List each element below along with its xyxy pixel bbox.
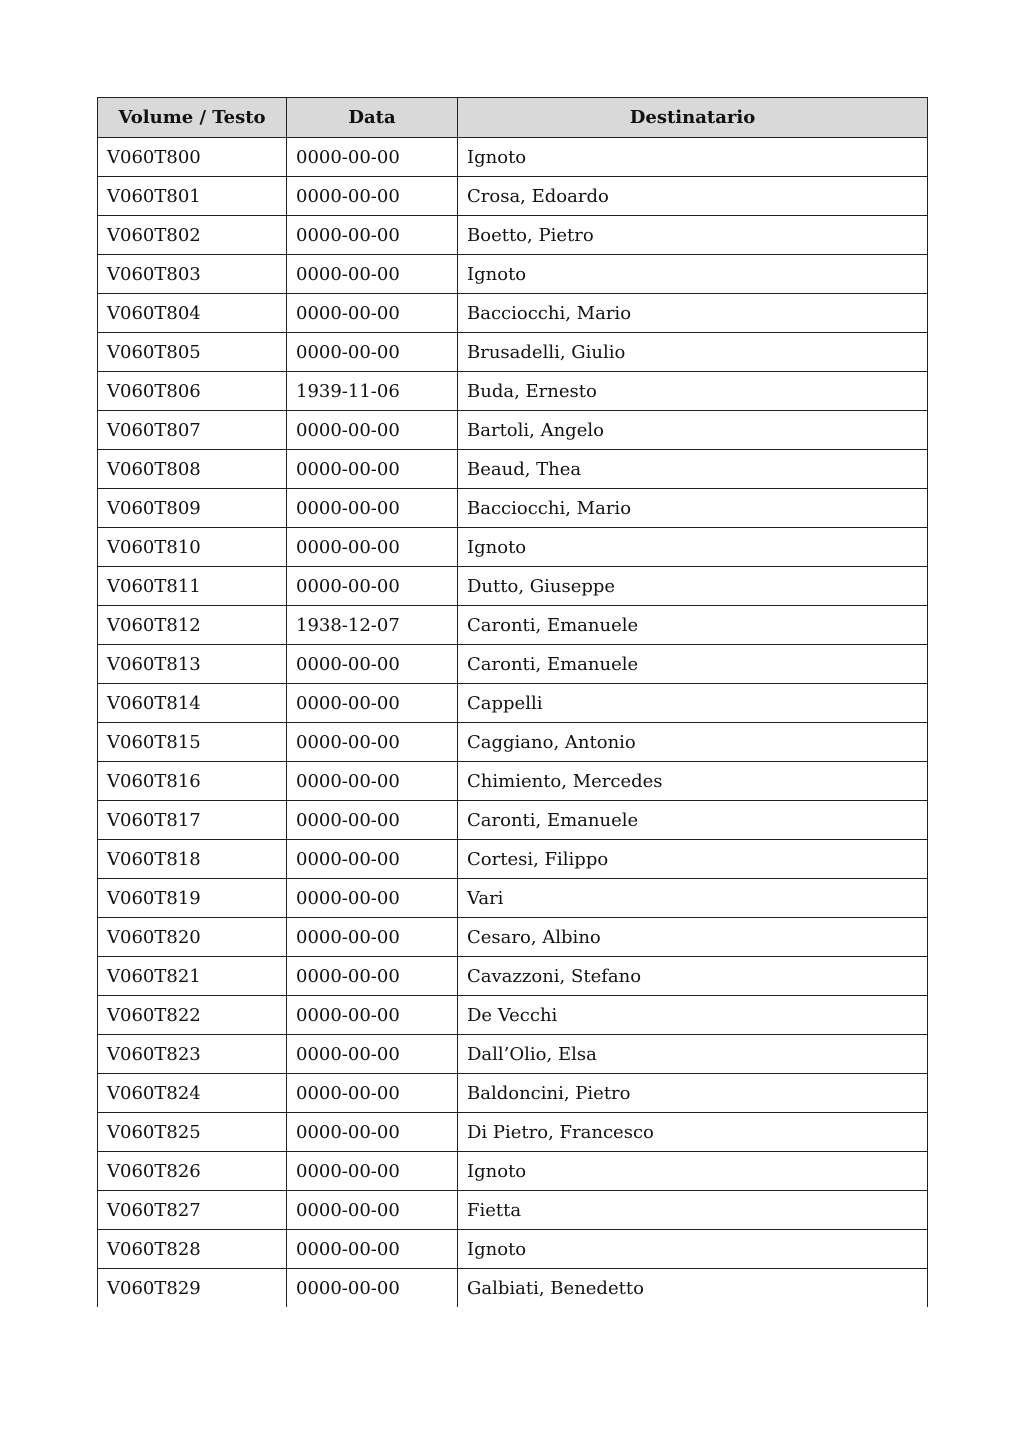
cell-destinatario: Caggiano, Antonio	[458, 723, 928, 762]
cell-destinatario: Ignoto	[458, 138, 928, 177]
cell-data: 0000-00-00	[287, 918, 458, 957]
table-row	[98, 294, 928, 333]
cell-destinatario: Dall’Olio, Elsa	[458, 1035, 928, 1074]
column-header-destinatario: Destinatario	[458, 98, 928, 138]
cell-destinatario: Cortesi, Filippo	[458, 840, 928, 879]
cell-volume-testo: V060T816	[98, 762, 287, 801]
table-row	[98, 723, 928, 762]
table-row	[98, 177, 928, 216]
table-row	[98, 996, 928, 1035]
cell-data: 0000-00-00	[287, 762, 458, 801]
cell-data: 0000-00-00	[287, 294, 458, 333]
cell-volume-testo: V060T807	[98, 411, 287, 450]
cell-volume-testo: V060T826	[98, 1152, 287, 1191]
cell-volume-testo: V060T815	[98, 723, 287, 762]
column-header-data: Data	[287, 98, 458, 138]
cell-data: 0000-00-00	[287, 840, 458, 879]
cell-destinatario: Ignoto	[458, 1152, 928, 1191]
cell-data: 0000-00-00	[287, 138, 458, 177]
cell-data: 0000-00-00	[287, 996, 458, 1035]
table-row	[98, 684, 928, 723]
cell-destinatario: Boetto, Pietro	[458, 216, 928, 255]
table-header-row	[98, 98, 928, 138]
cell-data: 0000-00-00	[287, 177, 458, 216]
table-row	[98, 216, 928, 255]
cell-data: 0000-00-00	[287, 1269, 458, 1308]
cell-data: 0000-00-00	[287, 645, 458, 684]
cell-destinatario: Di Pietro, Francesco	[458, 1113, 928, 1152]
column-header-volume-testo: Volume / Testo	[98, 98, 287, 138]
cell-data: 0000-00-00	[287, 801, 458, 840]
cell-volume-testo: V060T822	[98, 996, 287, 1035]
cell-destinatario: Bartoli, Angelo	[458, 411, 928, 450]
cell-volume-testo: V060T813	[98, 645, 287, 684]
cell-destinatario: Crosa, Edoardo	[458, 177, 928, 216]
table-row	[98, 879, 928, 918]
table-row	[98, 567, 928, 606]
cell-volume-testo: V060T823	[98, 1035, 287, 1074]
cell-data: 0000-00-00	[287, 1191, 458, 1230]
cell-volume-testo: V060T803	[98, 255, 287, 294]
cell-data: 0000-00-00	[287, 957, 458, 996]
table-row	[98, 333, 928, 372]
cell-volume-testo: V060T821	[98, 957, 287, 996]
cell-destinatario: Beaud, Thea	[458, 450, 928, 489]
cell-volume-testo: V060T810	[98, 528, 287, 567]
cell-data: 0000-00-00	[287, 255, 458, 294]
cell-destinatario: Chimiento, Mercedes	[458, 762, 928, 801]
cell-destinatario: Cavazzoni, Stefano	[458, 957, 928, 996]
cell-destinatario: Caronti, Emanuele	[458, 606, 928, 645]
cell-data: 0000-00-00	[287, 528, 458, 567]
cell-destinatario: Dutto, Giuseppe	[458, 567, 928, 606]
cell-volume-testo: V060T819	[98, 879, 287, 918]
table-row	[98, 801, 928, 840]
table-row	[98, 606, 928, 645]
cell-destinatario: Bacciocchi, Mario	[458, 294, 928, 333]
table-row	[98, 489, 928, 528]
cell-data: 1939-11-06	[287, 372, 458, 411]
table-row	[98, 957, 928, 996]
cell-destinatario: Vari	[458, 879, 928, 918]
cell-destinatario: Caronti, Emanuele	[458, 801, 928, 840]
cell-volume-testo: V060T811	[98, 567, 287, 606]
table-row	[98, 1191, 928, 1230]
cell-volume-testo: V060T827	[98, 1191, 287, 1230]
cell-data: 0000-00-00	[287, 723, 458, 762]
table-row	[98, 528, 928, 567]
cell-data: 0000-00-00	[287, 684, 458, 723]
cell-destinatario: Cappelli	[458, 684, 928, 723]
cell-destinatario: Buda, Ernesto	[458, 372, 928, 411]
cell-data: 0000-00-00	[287, 879, 458, 918]
letters-table	[97, 97, 928, 1307]
cell-volume-testo: V060T824	[98, 1074, 287, 1113]
cell-data: 0000-00-00	[287, 333, 458, 372]
cell-data: 0000-00-00	[287, 567, 458, 606]
cell-volume-testo: V060T805	[98, 333, 287, 372]
cell-volume-testo: V060T829	[98, 1269, 287, 1308]
cell-destinatario: De Vecchi	[458, 996, 928, 1035]
cell-data: 0000-00-00	[287, 1113, 458, 1152]
cell-destinatario: Brusadelli, Giulio	[458, 333, 928, 372]
cell-destinatario: Bacciocchi, Mario	[458, 489, 928, 528]
table-row	[98, 411, 928, 450]
cell-data: 0000-00-00	[287, 411, 458, 450]
cell-volume-testo: V060T808	[98, 450, 287, 489]
cell-destinatario: Baldoncini, Pietro	[458, 1074, 928, 1113]
cell-data: 0000-00-00	[287, 1230, 458, 1269]
cell-volume-testo: V060T800	[98, 138, 287, 177]
cell-volume-testo: V060T817	[98, 801, 287, 840]
table-row	[98, 645, 928, 684]
table-row	[98, 762, 928, 801]
cell-volume-testo: V060T809	[98, 489, 287, 528]
table-row	[98, 840, 928, 879]
cell-volume-testo: V060T801	[98, 177, 287, 216]
cell-volume-testo: V060T812	[98, 606, 287, 645]
cell-volume-testo: V060T806	[98, 372, 287, 411]
cell-volume-testo: V060T802	[98, 216, 287, 255]
table-row	[98, 1152, 928, 1191]
table-row	[98, 1113, 928, 1152]
cell-data: 0000-00-00	[287, 216, 458, 255]
cell-destinatario: Galbiati, Benedetto	[458, 1269, 928, 1308]
table-row	[98, 138, 928, 177]
cell-data: 0000-00-00	[287, 1035, 458, 1074]
table-row	[98, 1269, 928, 1308]
cell-volume-testo: V060T820	[98, 918, 287, 957]
cell-volume-testo: V060T825	[98, 1113, 287, 1152]
cell-data: 0000-00-00	[287, 1074, 458, 1113]
table-row	[98, 372, 928, 411]
table-row	[98, 1035, 928, 1074]
cell-volume-testo: V060T828	[98, 1230, 287, 1269]
table-body	[98, 138, 928, 1308]
cell-destinatario: Ignoto	[458, 1230, 928, 1269]
cell-volume-testo: V060T804	[98, 294, 287, 333]
cell-volume-testo: V060T814	[98, 684, 287, 723]
table-row	[98, 1074, 928, 1113]
table-row	[98, 255, 928, 294]
table-row	[98, 1230, 928, 1269]
cell-destinatario: Fietta	[458, 1191, 928, 1230]
cell-data: 0000-00-00	[287, 1152, 458, 1191]
cell-data: 1938-12-07	[287, 606, 458, 645]
cell-destinatario: Ignoto	[458, 255, 928, 294]
cell-volume-testo: V060T818	[98, 840, 287, 879]
table-row	[98, 450, 928, 489]
cell-destinatario: Cesaro, Albino	[458, 918, 928, 957]
cell-data: 0000-00-00	[287, 489, 458, 528]
cell-destinatario: Caronti, Emanuele	[458, 645, 928, 684]
cell-data: 0000-00-00	[287, 450, 458, 489]
table-row	[98, 918, 928, 957]
cell-destinatario: Ignoto	[458, 528, 928, 567]
